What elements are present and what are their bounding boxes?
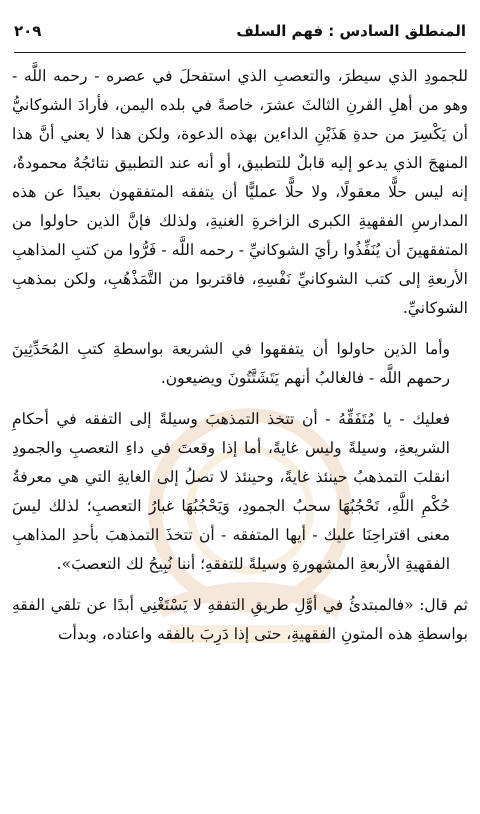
page-header — [14, 22, 466, 46]
paragraph: للجمودِ الذي سيطرَ، والتعصبِ الذي استفحلَ في عصره - رحمه اللَّه - وهو من أهلِ القرنِ الثالثَ عشرَ، خاصةً في بلده اليمن، فأرادَ الشوكانيُّ أن يَكْسِرَ من حدةِ هَذَيْنِ الداءين بهذه الدعوة، ولكن هذا لا يعني أنَّ هذا المنهجَ الذي يدعو إليه قابلٌ للتطبيق، أو أنه عند التطبيق نتائجُهُ محمودةٌ، إنه ليس حلًّا معقولًا، ولا حلًّا عمليًّا أن يتفقه المتفقهون بعيدًا عن هذه المدارسِ الفقهيةِ الكبرى الزاخرةِ الغنيةِ، ولذلك فإنَّ الذين حاولوا من المتفقهينَ أن يُنَفِّذُوا رأيَ الشوكانيِّ - رحمه اللَّه - فَرُّوا من كتبِ المذاهبِ الأربعةِ إلى كتب الشوكانيِّ نَفْسِهِ، فاقتربوا من التَّمَذْهُبِ، ولكن بمذهبِ الشوكانيِّ. — [12, 67, 468, 317]
running-title: المنطلق السادس : فهم السلف — [236, 22, 466, 40]
paragraph: ثم قال: «فالمبتدئُ في أوَّلِ طريقِ التفقهِ لا يَسْتَغْنِي أبدًا عن تلقي الفقهِ بواسطةِ هذه المتونِ الفقهيةِ، حتى إذا دَرِبَ بالفقه واعتاده، وبدأت — [12, 596, 468, 643]
paragraph: فعليك - يا مُتَفَقِّهُ - أن تتخذ التمذهبَ وسيلةً إلى التفقه في أحكامِ الشريعةِ، وسيلةً وليس غايةً، أما إذا وقعتَ في داءِ التعصبِ والجمودِ انقلبَ التمذهبُ حينئذ غايةً، وحينئذ لا تصلُ إلى الغايةِ التي هي معرفةُ حُكْمِ اللَّهِ، تَحْجُبُهَا سحبُ الجمودِ، وَيَحْجُبُهَا غبارُ التعصبِ؛ لذلك ليسَ معنى اقتراحِنَا عليك - أيها المتفقه - أن تتخذَ التمذهبَ بأحدِ المذاهبِ الفقهيةِ الأربعةِ المشهورةِ وسيلةً للتفقهِ؛ أننا نُبِيحُ لك التعصبَ». — [12, 410, 450, 573]
header-divider — [14, 52, 466, 53]
paragraph: وأما الذين حاولوا أن يتفقهوا في الشريعة بواسطةِ كتبِ المُحَدِّثِينَ رحمهم اللَّه - فالغالبُ أنهم يَتَشَتَّتُونَ ويضيعون. — [12, 340, 450, 387]
body-text — [12, 62, 468, 649]
page-number: ٢٠٩ — [14, 22, 42, 40]
